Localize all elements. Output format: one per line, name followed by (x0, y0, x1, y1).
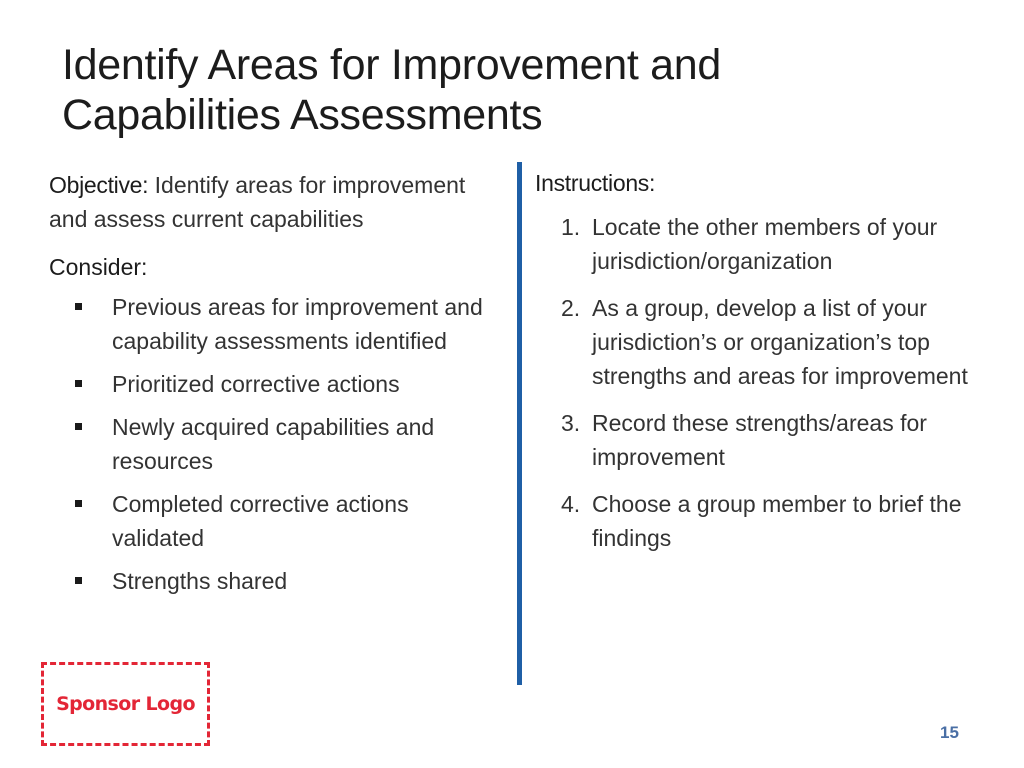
square-bullet-icon (75, 380, 82, 387)
instructions-list (535, 210, 1010, 555)
square-bullet-icon (75, 577, 82, 584)
sponsor-logo-placeholder (41, 662, 210, 746)
consider-heading: Consider: (49, 254, 148, 280)
left-column (49, 168, 504, 607)
list-item-text: Prioritized corrective actions (112, 371, 400, 397)
list-item-text: Newly acquired capabilities and resources (112, 414, 435, 474)
list-item-text: Strengths shared (112, 568, 288, 594)
list-item (49, 367, 504, 401)
list-item-text: Previous areas for improvement and capability assessments identified (112, 294, 483, 354)
right-column (535, 168, 1010, 568)
column-divider (517, 162, 522, 685)
list-item (535, 487, 1010, 555)
page-number: 15 (940, 723, 959, 742)
list-item (535, 291, 1010, 393)
sponsor-logo-label: Sponsor Logo (56, 693, 195, 715)
step-text: Locate the other members of your jurisdiction/organization (592, 214, 938, 274)
slide-title (62, 40, 962, 140)
list-item (49, 410, 504, 478)
step-number: 2. (561, 295, 581, 321)
slide-title-line-1: Identify Areas for Improvement and (62, 41, 722, 89)
square-bullet-icon (75, 423, 82, 430)
step-text: As a group, develop a list of your jurisdiction’s or organization’s top strengths and areas for improvement (592, 295, 968, 389)
list-item (49, 290, 504, 358)
square-bullet-icon (75, 303, 82, 310)
list-item (49, 564, 504, 598)
step-number: 4. (561, 491, 581, 517)
square-bullet-icon (75, 500, 82, 507)
step-text: Choose a group member to brief the findings (592, 491, 962, 551)
step-number: 3. (561, 410, 581, 436)
list-item (535, 210, 1010, 278)
consider-list (49, 290, 504, 598)
objective-paragraph (49, 168, 504, 236)
list-item-text: Completed corrective actions validated (112, 491, 409, 551)
instructions-heading: Instructions: (535, 170, 656, 196)
objective-label: Objective: (49, 172, 149, 198)
objective-text: Identify areas for improvement and assess current capabilities (49, 172, 466, 232)
list-item (49, 487, 504, 555)
step-text: Record these strengths/areas for improvement (592, 410, 927, 470)
slide-title-line-2: Capabilities Assessments (62, 91, 543, 139)
list-item (535, 406, 1010, 474)
step-number: 1. (561, 214, 581, 240)
